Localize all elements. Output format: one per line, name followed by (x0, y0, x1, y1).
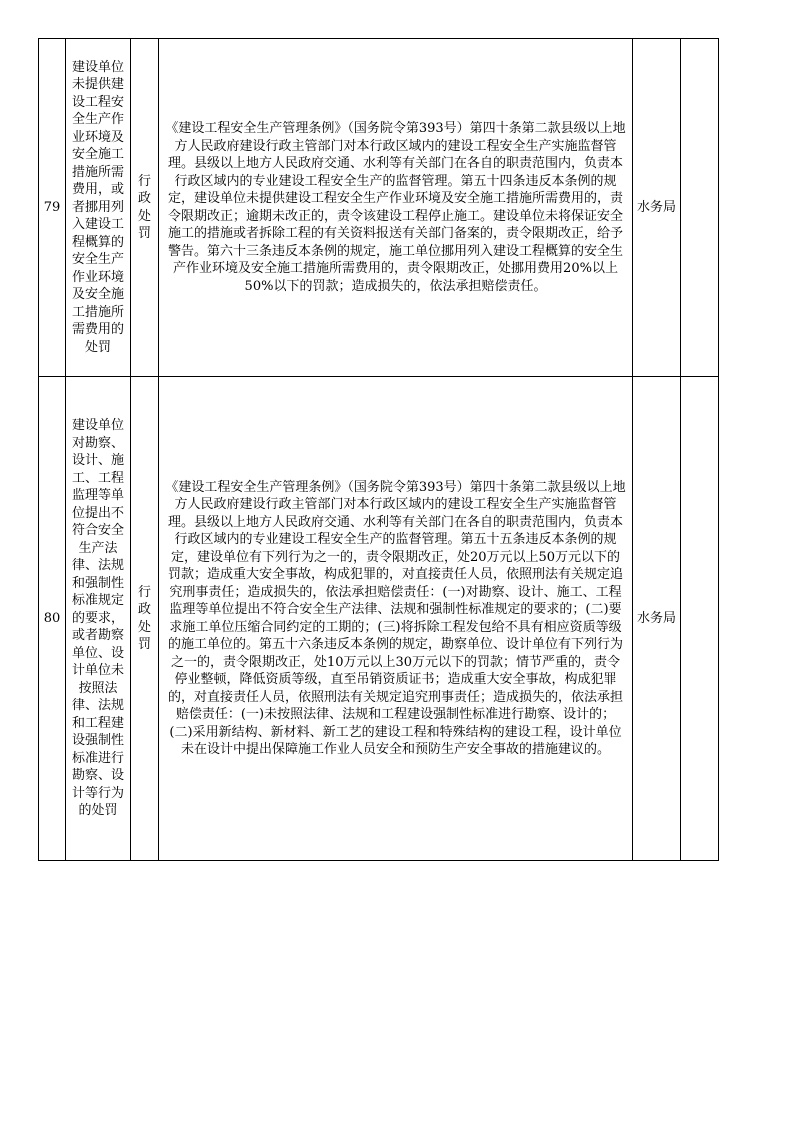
item-type: 行政处罚 (137, 173, 151, 241)
item-name: 建设单位未提供建设工程安全生产作业环境及安全施工措施所需费用，或者挪用列入建设工程概算的安全生产作业环境及安全施工措施所需费用的处罚 (71, 59, 124, 355)
legal-basis: 《建设工程安全生产管理条例》（国务院令第393号）第四十条第二款县级以上地方人民政府建设行政主管部门对本行政区域内的建设工程安全生产实施监督管理。县级以上地方人民政府交通、水利等有关部门在各自的职责范围内，负责本行政区域内的专业建设工程安全生产的监督管理。第五十四条违反本条例的规定，建设单位未提供建设工程安全生产作业环境及安全施工措施所需费用的，责令限期改正；逾期未改正的，责令该建设工程停止施工。建设单位未将保证安全施工的措施或者拆除工程的有关资料报送有关部门备案的，责令限期改正，给予警告。第六十三条违反本条例的规定，施工单位挪用列入建设工程概算的安全生产作业环境及安全施工措施所需费用的，责令限期改正，处挪用费用20%以上50%以下的罚款；造成损失的，依法承担赔偿责任。 (165, 121, 626, 294)
table-row (39, 39, 719, 377)
table-row (39, 377, 719, 861)
item-type: 行政处罚 (137, 584, 151, 652)
department: 水务局 (633, 39, 681, 377)
item-number: 79 (39, 39, 66, 377)
empty-cell (681, 39, 719, 377)
item-name: 建设单位对勘察、设计、施工、工程监理等单位提出不符合安全生产法律、法规和强制性标准规定的要求，或者勘察单位、设计单位未按照法律、法规和工程建设强制性标准进行勘察、设计等行为的处罚 (71, 418, 124, 819)
power-list-table (38, 38, 719, 861)
legal-basis: 《建设工程安全生产管理条例》（国务院令第393号）第四十条第二款县级以上地方人民政府建设行政主管部门对本行政区域内的建设工程安全生产实施监督管理。县级以上地方人民政府交通、水利等有关部门在各自的职责范围内，负责本行政区域内的专业建设工程安全生产的监督管理。第五十五条违反本条例的规定，建设单位有下列行为之一的，责令限期改正，处20万元以上50万元以下的罚款；造成重大安全事故，构成犯罪的，对直接责任人员，依照刑法有关规定追究刑事责任；造成损失的，依法承担赔偿责任：(一)对勘察、设计、施工、工程监理等单位提出不符合安全生产法律、法规和强制性标准规定的要求的；(二)要求施工单位压缩合同约定的工期的；(三)将拆除工程发包给不具有相应资质等级的施工单位的。第五十六条违反本条例的规定，勘察单位、设计单位有下列行为之一的，责令限期改正，处10万元以上30万元以下的罚款；情节严重的，责令停业整顿，降低资质等级，直至吊销资质证书；造成重大安全事故，构成犯罪的，对直接责任人员，依照刑法有关规定追究刑事责任；造成损失的，依法承担赔偿责任：(一)未按照法律、法规和工程建设强制性标准进行勘察、设计的；(二)采用新结构、新材料、新工艺的建设工程和特殊结构的建设工程，设计单位未在设计中提出保障施工作业人员安全和预防生产安全事故的措施建议的。 (165, 479, 626, 757)
empty-cell (681, 377, 719, 861)
department: 水务局 (633, 377, 681, 861)
item-number: 80 (39, 377, 66, 861)
